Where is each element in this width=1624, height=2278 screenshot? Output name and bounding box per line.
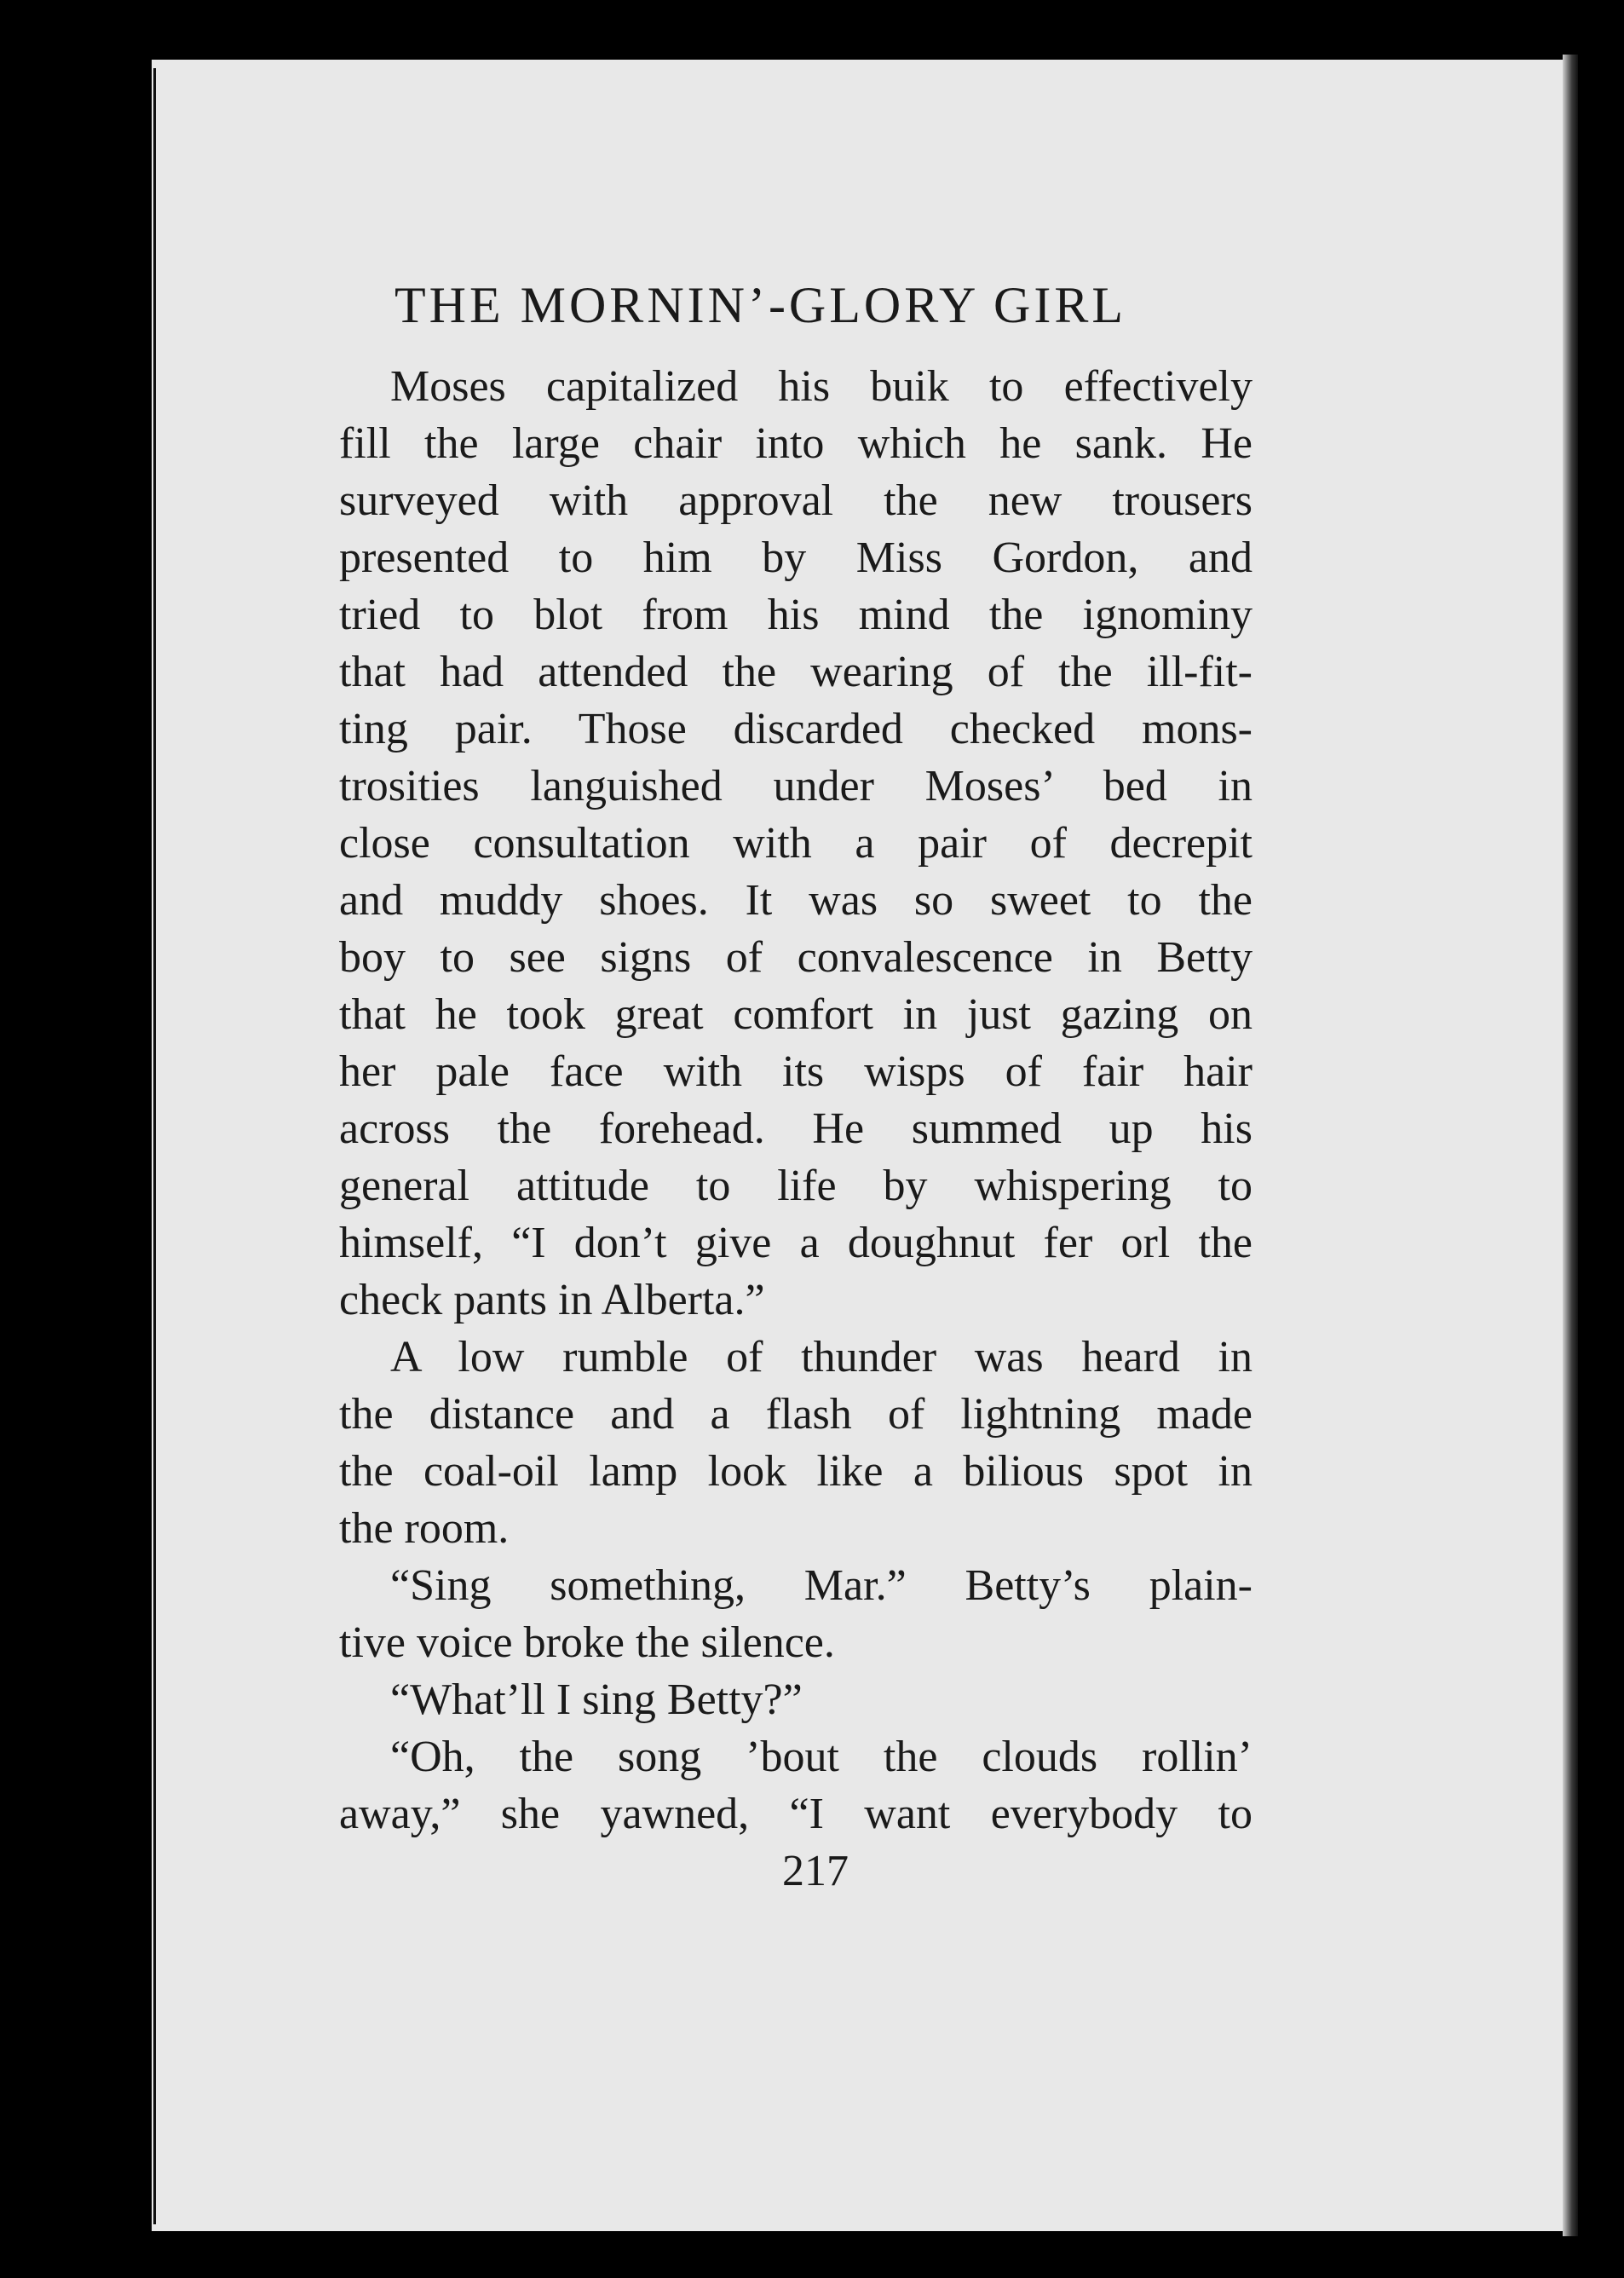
page-number-label: 217 (782, 1847, 849, 1895)
text-line: trosities languished under Moses’ bed in (339, 762, 1253, 810)
text-line: close consultation with a pair of decrepit (339, 819, 1253, 868)
text-line: himself, “I don’t give a doughnut fer orl the (339, 1219, 1253, 1267)
text-line: across the forehead. He summed up his (339, 1104, 1253, 1153)
text-line: “What’ll I sing Betty?” (390, 1675, 803, 1724)
text-line: fill the large chair into which he sank. He (339, 419, 1253, 468)
text-line: that he took great comfort in just gazing on (339, 990, 1253, 1039)
text-line: the room. (339, 1504, 510, 1553)
text-line: her pale face with its wisps of fair hair (339, 1047, 1253, 1096)
text-line: “Sing something, Mar.” Betty’s plain- (390, 1561, 1253, 1610)
text-line: away,” she yawned, “I want everybody to (339, 1790, 1253, 1838)
text-line: that had attended the wearing of the ill-fit- (339, 648, 1253, 696)
text-line: tried to blot from his mind the ignominy (339, 591, 1253, 639)
text-line: the coal-oil lamp look like a bilious spot in (339, 1447, 1253, 1496)
text-line: check pants in Alberta.” (339, 1276, 765, 1324)
text-line: Moses capitalized his buik to effectively (390, 362, 1253, 411)
body-text (339, 358, 1253, 1843)
text-line: boy to see signs of convalescence in Betty (339, 933, 1253, 982)
running-head: THE MORNIN’-GLORY GIRL (394, 277, 1127, 333)
text-line: presented to him by Miss Gordon, and (339, 533, 1253, 582)
text-line: surveyed with approval the new trousers (339, 476, 1253, 525)
text-line: ting pair. Those discarded checked mons- (339, 705, 1253, 753)
text-line: the distance and a flash of lightning made (339, 1390, 1253, 1439)
text-line: A low rumble of thunder was heard in (390, 1333, 1253, 1381)
text-line: and muddy shoes. It was so sweet to the (339, 876, 1253, 925)
page-left-edge (153, 68, 156, 2224)
page-right-shadow (1563, 55, 1578, 2236)
text-line: tive voice broke the silence. (339, 1618, 835, 1667)
text-line: “Oh, the song ’bout the clouds rollin’ (390, 1733, 1253, 1781)
text-line: general attitude to life by whispering to (339, 1162, 1253, 1210)
